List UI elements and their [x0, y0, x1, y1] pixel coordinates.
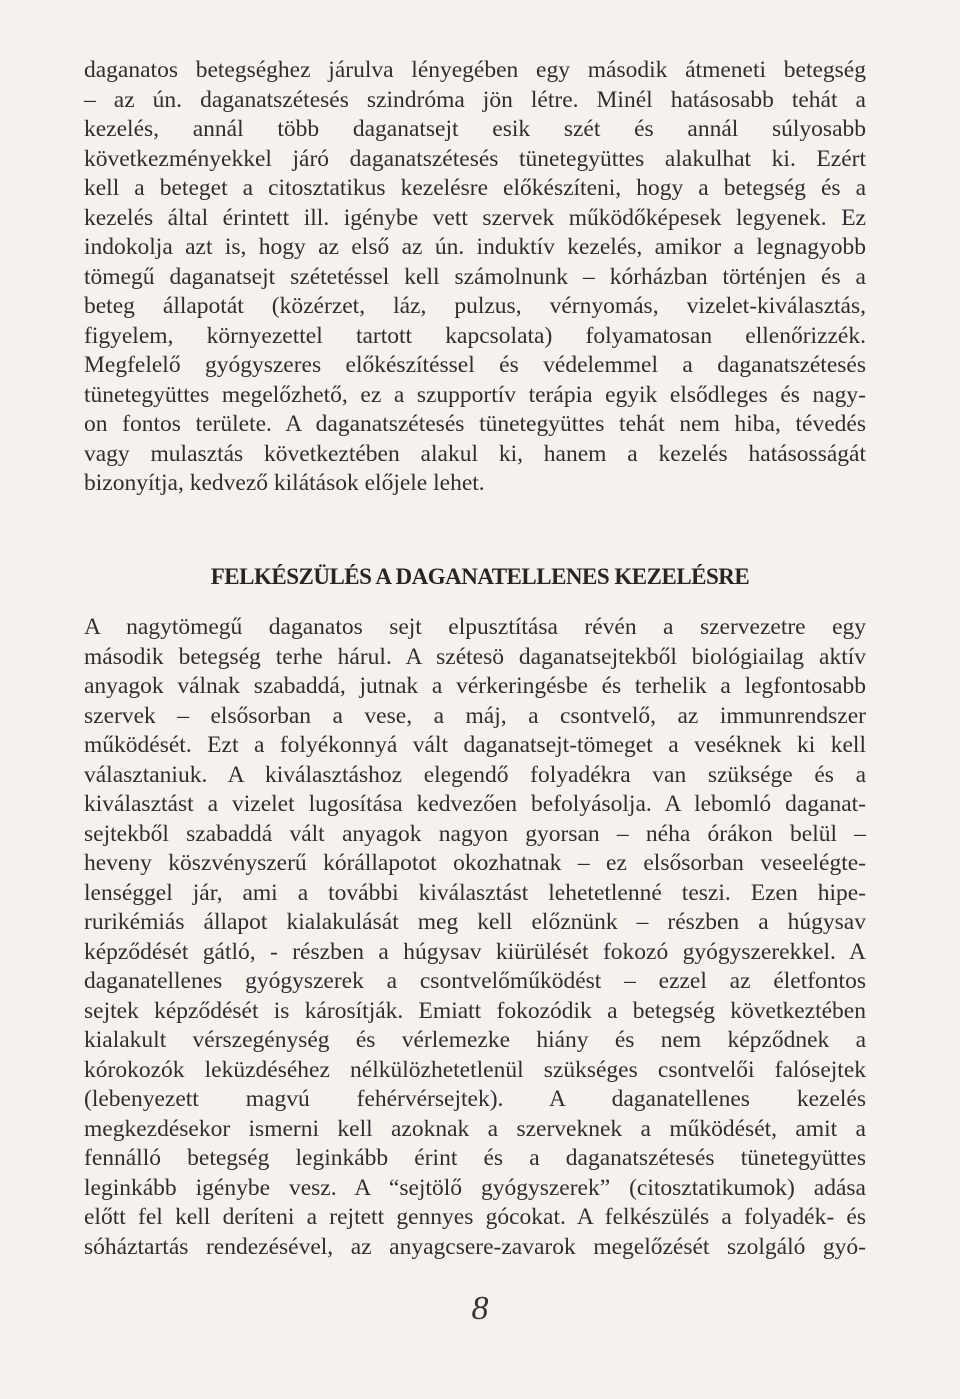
- text-line: leginkább igénybe vesz. A “sejtölő gyógyszerek” (citosztatikumok) adása: [84, 1174, 866, 1201]
- text-line: on fontos területe. A daganatszétesés tünetegyüttes tehát nem hiba, tévedés: [84, 411, 866, 437]
- text-line: kezelés, annál több daganatsejt esik szét és annál súlyosabb: [84, 116, 866, 142]
- text-line: figyelem, környezettel tartott kapcsolata) folyamatosan ellenőrizzék.: [84, 322, 866, 349]
- text-line: következményekkel járó daganatszétesés tünetegyüttes alakulhat ki. Ezért: [84, 145, 866, 172]
- text-line: kell a beteget a citosztatikus kezelésre előkészíteni, hogy a betegség és a: [84, 175, 866, 201]
- text-line: kórokozók leküzdéséhez nélkülözhetetlenül szükséges csontvelői falósejtek: [84, 1056, 866, 1083]
- text-line: – az ún. daganatszétesés szindróma jön létre. Minél hatásosabb tehát a: [84, 86, 866, 113]
- text-line: Megfelelő gyógyszeres előkészítéssel és védelemmel a daganatszétesés: [84, 352, 866, 378]
- text-line: heveny köszvényszerű kórállapotot okozhatnak – ez elsősorban veseelégte-: [84, 850, 866, 876]
- text-line: kiválasztást a vizelet lugosítása kedvezően befolyásolja. A lebomló daganat-: [84, 791, 866, 817]
- text-line: daganatos betegséghez járulva lényegében egy második átmeneti betegség: [84, 57, 866, 83]
- text-line: sóháztartás rendezésével, az anyagcsere-zavarok megelőzését szolgáló gyó-: [84, 1233, 866, 1260]
- text-line: választaniuk. A kiválasztáshoz elegendő folyadékra van szüksége és a: [84, 761, 866, 788]
- text-line: anyagok válnak szabaddá, jutnak a vérkeringésbe és terhelik a legfontosabb: [84, 673, 866, 699]
- text-line: második betegség terhe hárul. A szétesö daganatsejtekből biológiailag aktív: [84, 643, 866, 670]
- text-line: (lebenyezett magvú fehérvérsejtek). A daganatellenes kezelés: [84, 1086, 866, 1112]
- paragraph-1: [84, 56, 866, 499]
- section-heading: FELKÉSZÜLÉS A DAGANATELLENES KEZELÉSRE: [210, 564, 750, 589]
- text-line: daganatellenes gyógyszerek a csontvelőműködést – ezzel az életfontos: [84, 968, 866, 994]
- text-line: kezelés által érintett ill. igénybe vett szervek működőképesek legyenek. Ez: [84, 204, 866, 231]
- text-line: szervek – elsősorban a vese, a máj, a csontvelő, az immunrendszer: [84, 702, 866, 729]
- text-line: kialakult vérszegénység és vérlemezke hiány és nem képződnek a: [84, 1027, 866, 1053]
- text-line: sejtekből szabaddá vált anyagok nagyon gyorsan – néha órákon belül –: [84, 820, 866, 847]
- text-line: tömegű daganatsejt szétetéssel kell számolnunk – kórházban történjen és a: [84, 263, 866, 290]
- text-line: előtt fel kell deríteni a rejtett gennyes gócokat. A felkészülés a folyadék- és: [84, 1204, 866, 1230]
- text-line: vagy mulasztás következtében alakul ki, hanem a kezelés hatásosságát: [84, 440, 866, 467]
- text-line: rurikémiás állapot kialakulását meg kell előznünk – részben a húgysav: [84, 909, 866, 935]
- text-line: indokolja azt is, hogy az első az ún. induktív kezelés, amikor a legnagyobb: [84, 234, 866, 260]
- text-line: A nagytömegű daganatos sejt elpusztítása révén a szervezetre egy: [84, 614, 866, 640]
- text-line: működését. Ezt a folyékonnyá vált daganatsejt-tömeget a veséknek ki kell: [84, 732, 866, 758]
- paragraph-2: [84, 613, 866, 1262]
- text-line: lenséggel jár, ami a további kiválasztást lehetetlenné teszi. Ezen hipe-: [84, 879, 866, 906]
- text-line: bizonyítja, kedvező kilátások előjele lehet.: [84, 470, 485, 496]
- page-number: 8: [471, 1290, 489, 1327]
- text-line: fennálló betegség leginkább érint és a daganatszétesés tünetegyüttes: [84, 1145, 866, 1171]
- text-line: beteg állapotát (közérzet, láz, pulzus, vérnyomás, vizelet-kiválasztás,: [84, 293, 866, 319]
- text-line: képződését gátló, - részben a húgysav kiürülését fokozó gyógyszerekkel. A: [84, 938, 866, 965]
- text-line: sejtek képződését is károsítják. Emiatt fokozódik a betegség következtében: [84, 997, 866, 1024]
- text-line: megkezdésekor ismerni kell azoknak a szerveknek a működését, amit a: [84, 1115, 866, 1142]
- text-line: tünetegyüttes megelőzhető, ez a szupportív terápia egyik elsődleges és nagy-: [84, 381, 866, 408]
